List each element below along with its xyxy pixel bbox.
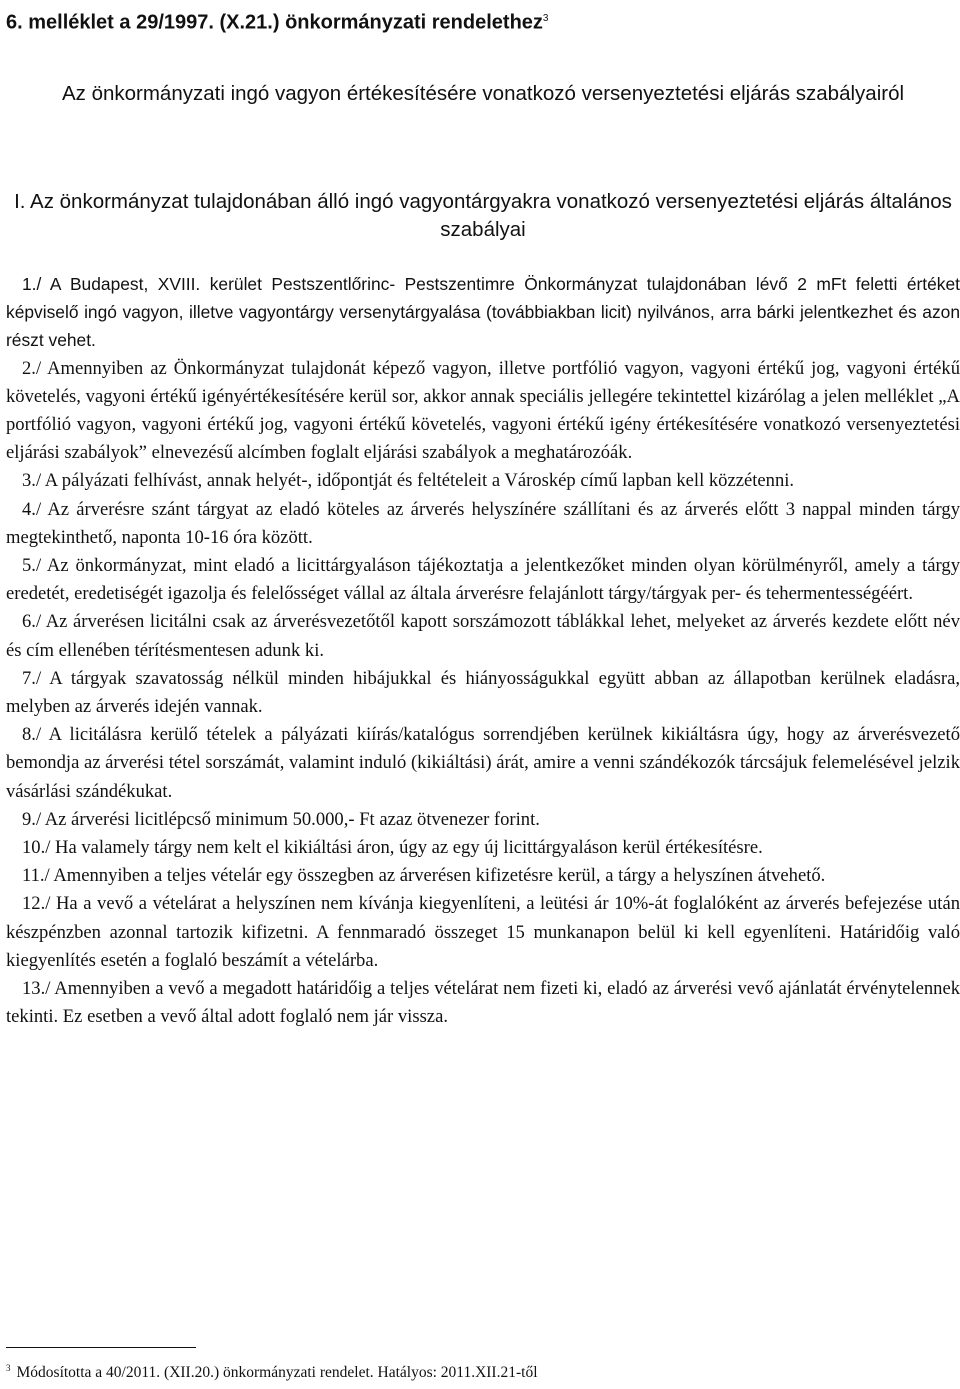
paragraph-11: 11./ Amennyiben a teljes vételár egy összegben az árverésen kifizetésre kerül, a tárgy a helyszínen átvehető. [22, 865, 826, 887]
footnote-text: Módosította a 40/2011. (XII.20.) önkormányzati rendelet. Hatályos: 2011.XII.21-től [16, 1364, 538, 1382]
footnote-reference: 3 [542, 13, 549, 24]
paragraph-2: 2./ Amennyiben az Önkormányzat tulajdonát képező vagyon, illetve portfólió vagyon, vagyoni értékű jog, vagyoni értékű követelés, vagyoni értékű igényértékesítésére kerül sor, akkor annak speciális jellegére tekintettel kizárólag a jelen melléklet „A portfólió vagyon, vagyoni értékű jog, vagyoni értékű követelés, vagyoni értékű igény értékesítésére vonatkozó versenyeztetési eljárási szabályok” elnevezésű alcímben foglalt eljárási szabályok a meghatározóák. [6, 357, 960, 464]
annex-title [6, 7, 548, 35]
paragraph-5: 5./ Az önkormányzat, mint eladó a licittárgyaláson tájékoztatja a jelentkezőket minden olyan körülményről, amely a tárgy eredetét, eredetiségét igazolja és felelősséget vállal az általa árverésre felajánlott tárgy/tárgyak per- és tehermentességéért. [6, 555, 960, 605]
paragraph-3: 3./ A pályázati felhívást, annak helyét-, időpontját és feltételeit a Városkép című lapban kell közzétenni. [22, 470, 795, 492]
footnote-mark: 3 [6, 1363, 11, 1373]
document-title: Az önkormányzati ingó vagyon értékesítésére vonatkozó versenyeztetési eljárás szabályairól [61, 82, 905, 105]
paragraph-8: 8./ A licitálásra kerülő tételek a pályázati kiírás/katalógus sorrendjében kerülnek kikiáltásra úgy, hogy az árverésvezető bemondja az árverési tétel sorszámát, valamint induló (kikiáltási) árát, amire a venni szándékozók tárcsájuk felemelésével jelzik vásárlási szándékukat. [6, 724, 960, 802]
paragraph-13: 13./ Amennyiben a vevő a megadott határidőig a teljes vételárat nem fizeti ki, eladó az árverési vevő ajánlatát érvénytelennek tekinti. Ez esetben a vevő által adott foglaló nem jár vissza. [6, 978, 960, 1028]
paragraph-4: 4./ Az árverésre szánt tárgyat az eladó köteles az árverés helyszínére szállítani és az árverés előtt 3 nappal minden tárgy megtekinthető, naponta 10-16 óra között. [6, 498, 960, 548]
annex-title-text: 6. melléklet a 29/1997. (X.21.) önkormányzati rendelethez [6, 11, 543, 34]
section-heading: I. Az önkormányzat tulajdonában álló ingó vagyontárgyakra vonatkozó versenyeztetési eljárás általános szabályai [14, 190, 952, 241]
paragraph-7: 7./ A tárgyak szavatosság nélkül minden hibájukkal és hiányosságukkal együtt abban az állapotban kerülnek eladásra, melyben az árverés idején vannak. [6, 667, 960, 718]
paragraph-6: 6./ Az árverésen licitálni csak az árverésvezetőtől kapott sorszámozott táblákkal lehet, melyeket az árverés kezdete előtt név és cím ellenében térítésmentesen adunk ki. [6, 611, 960, 661]
footnote [6, 1357, 538, 1384]
paragraph-10: 10./ Ha valamely tárgy nem kelt el kikiáltási áron, úgy az egy új licittárgyaláson kerül értékesítésre. [22, 837, 763, 859]
footnote-divider [6, 1347, 196, 1348]
paragraph-1: 1./ A Budapest, XVIII. kerület Pestszentlőrinc- Pestszentimre Önkormányzat tulajdonában lévő 2 mFt feletti értéket képviselő ingó vagyon, illetve vagyontárgy versenytárgyalása (továbbiakban licit) nyilvános, arra bárki jelentkezhet és azon részt vehet. [6, 274, 960, 351]
paragraph-9: 9./ Az árverési licitlépcső minimum 50.000,- Ft azaz ötvenezer forint. [22, 808, 540, 830]
document-body [6, 270, 960, 1031]
paragraph-12: 12./ Ha a vevő a vételárat a helyszínen nem kívánja kiegyenlíteni, a leütési ár 10%-át foglalóként az árverés befejezése után készpénzben azonnal tartozik kifizetni. A fennmaradó összeget 15 munkanapon belül ki kell egyenlíteni. Határidőig való kiegyenlítés esetén a foglaló beszámít a vételárba. [6, 893, 960, 971]
